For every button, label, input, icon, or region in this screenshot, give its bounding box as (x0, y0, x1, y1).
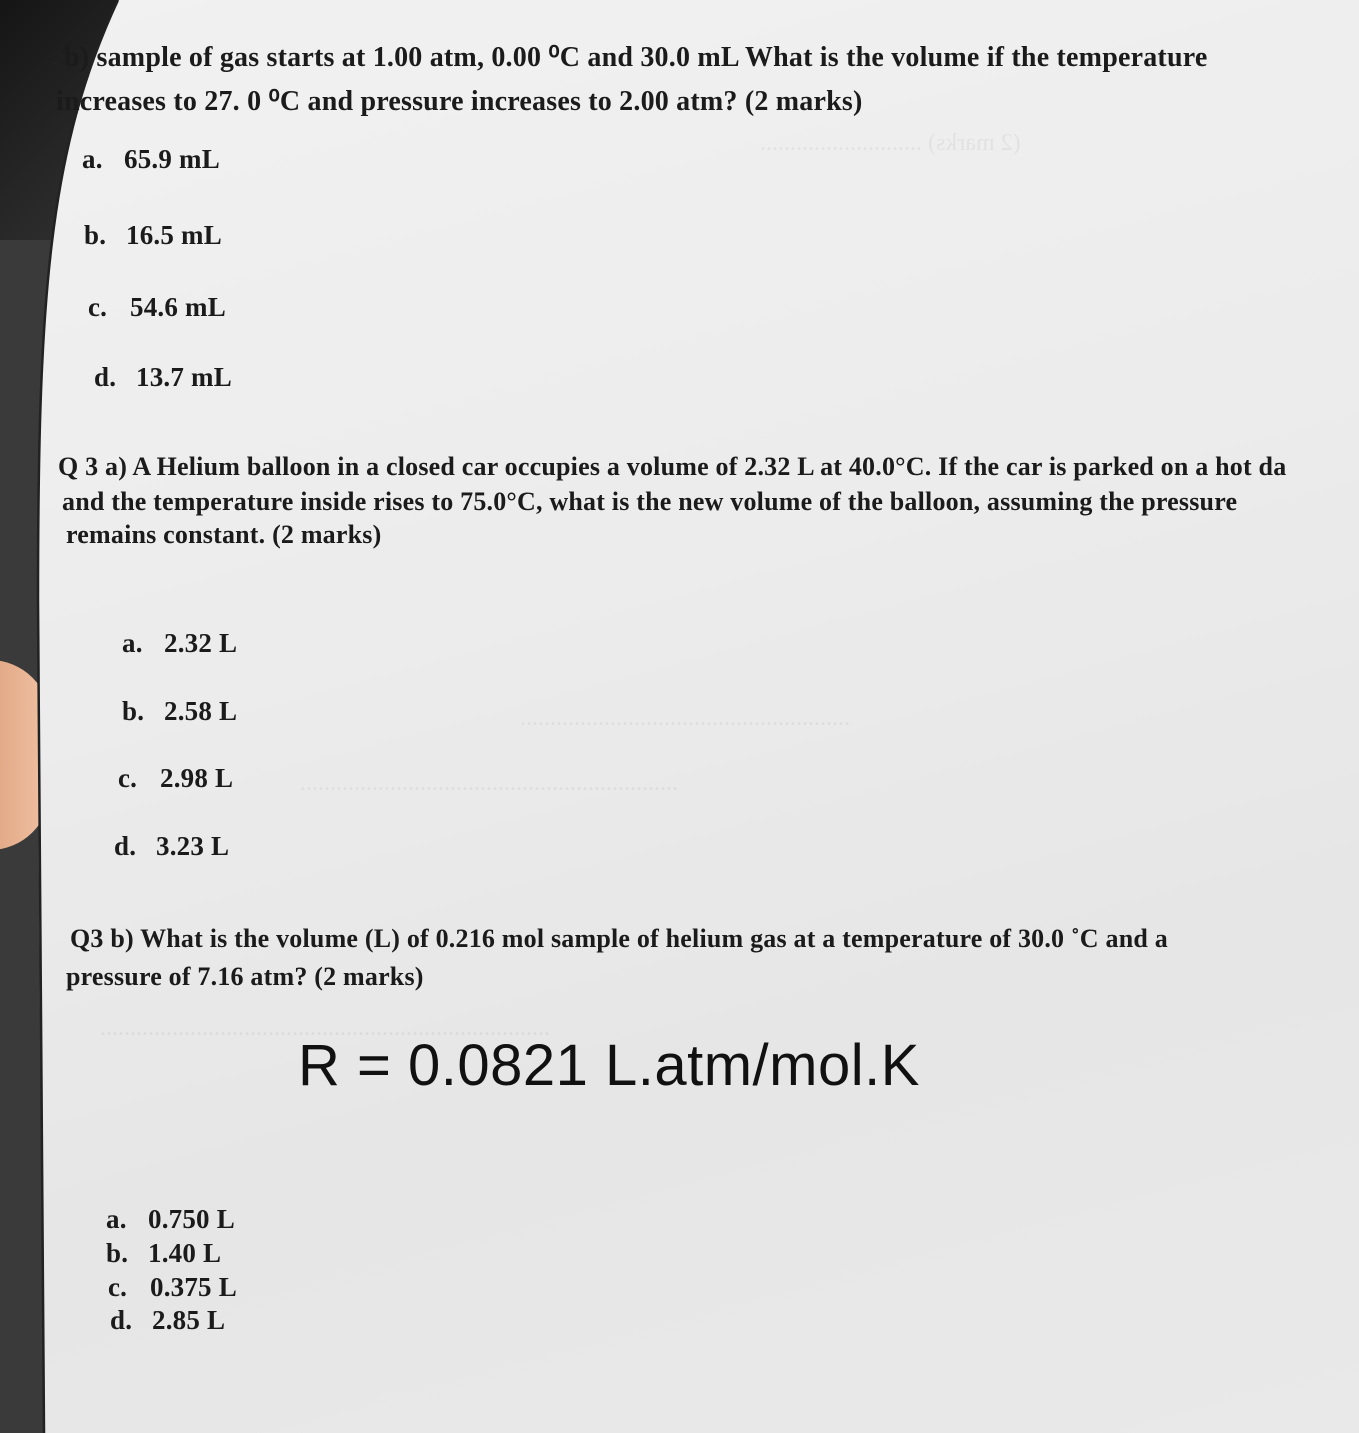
gas-constant-formula: R = 0.0821 L.atm/mol.K (298, 1033, 920, 1098)
q3b-option-b[interactable]: b. 1.40 L (106, 1238, 222, 1268)
q3a-option-a[interactable]: a. 2.32 L (122, 628, 238, 658)
q3b-question-line1: Q3 b) What is the volume (L) of 0.216 mol sample of helium gas at a temperature of 30.0 ˚C and a (70, 924, 1168, 953)
q3a-question-line2: and the temperature inside rises to 75.0°C, what is the new volume of the balloon, assuming the pressure (62, 487, 1238, 516)
bleed-through-text: ............................................................... (300, 770, 678, 796)
bleed-through-text: ........................................................................... (100, 1015, 550, 1041)
q3b-option-c[interactable]: c. 0.375 L (108, 1272, 237, 1302)
q2b-option-a[interactable]: a. 65.9 mL (82, 144, 220, 174)
q2b-option-b[interactable]: b. 16.5 mL (84, 220, 222, 250)
q3b-option-a[interactable]: a. 0.750 L (106, 1204, 235, 1234)
q2b-question-line2: increases to 27. 0 ⁰C and pressure increases to 2.00 atm? (2 marks) (56, 86, 863, 117)
q3a-question-line3: remains constant. (2 marks) (66, 520, 382, 549)
q2b-option-c[interactable]: c. 54.6 mL (88, 292, 226, 322)
q3a-question-line1: Q 3 a) A Helium balloon in a closed car occupies a volume of 2.32 L at 40.0°C. If the car is parked on a hot da (58, 452, 1287, 481)
bleed-through-text: ....................................................... (520, 705, 850, 731)
q3a-option-c[interactable]: c. 2.98 L (118, 763, 234, 793)
q2b-option-d[interactable]: d. 13.7 mL (94, 362, 232, 392)
q3b-option-d[interactable]: d. 2.85 L (110, 1305, 226, 1335)
q3a-option-b[interactable]: b. 2.58 L (122, 696, 238, 726)
question-number: 2 (52, 48, 61, 68)
q3b-question-line2: pressure of 7.16 atm? (2 marks) (66, 962, 424, 991)
q3a-option-d[interactable]: d. 3.23 L (114, 831, 230, 861)
bleed-through-text: (2 marks) ........................... (760, 130, 1021, 156)
q2b-question-line1: b) sample of gas starts at 1.00 atm, 0.00 ⁰C and 30.0 mL What is the volume if the temperature (64, 42, 1208, 73)
